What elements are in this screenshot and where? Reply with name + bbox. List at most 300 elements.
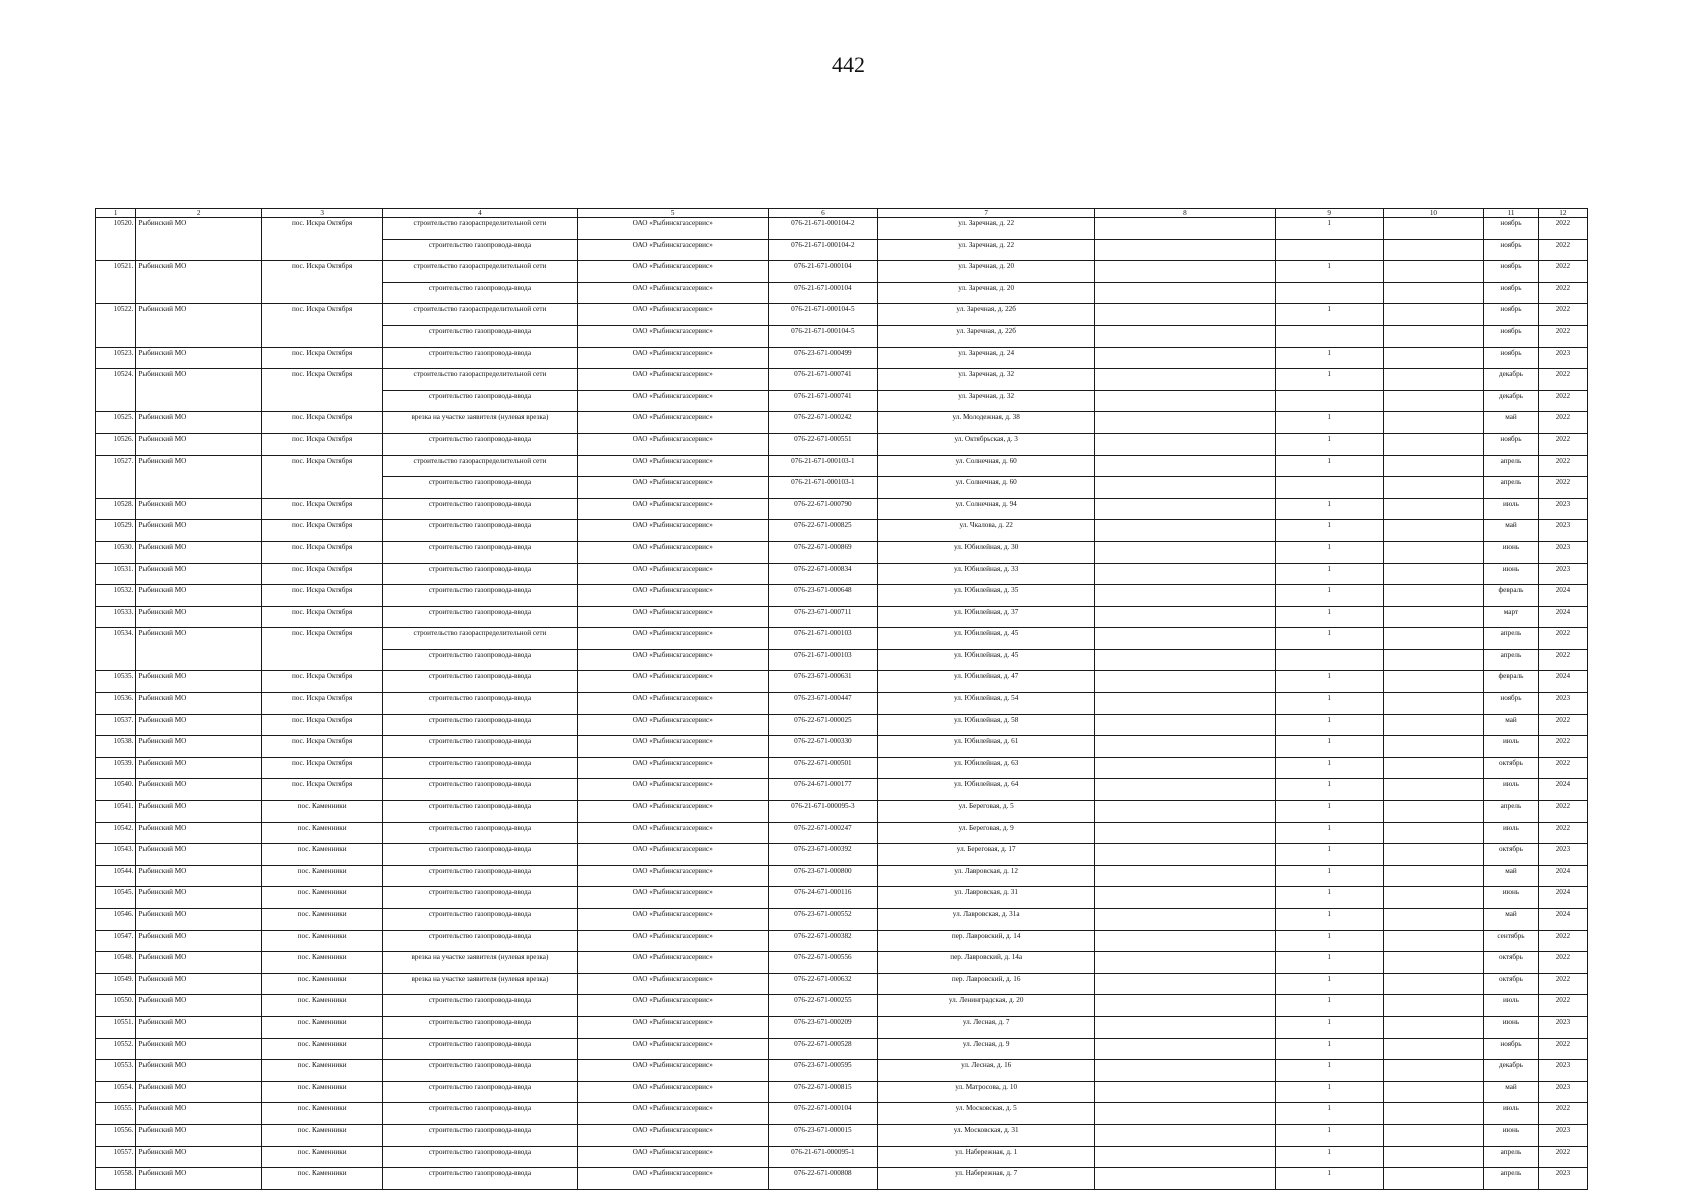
settlement-cell: пос. Каменники [262, 822, 383, 844]
settlement-cell: пос. Искра Октября [262, 304, 383, 347]
table-row [96, 671, 1588, 693]
address-cell: ул. Юбилейная, д. 64 [878, 779, 1095, 801]
month-cell: ноябрь [1484, 261, 1539, 283]
empty-cell [1095, 649, 1275, 671]
entry-number-cell: 10551. [96, 1016, 136, 1038]
count-cell: 1 [1275, 1081, 1383, 1103]
address-cell: ул. Заречная, д. 32 [878, 369, 1095, 391]
organization-cell: ОАО «Рыбинскгазсервис» [577, 736, 768, 758]
year-cell: 2022 [1538, 973, 1587, 995]
month-cell: ноябрь [1484, 693, 1539, 715]
count-cell [1275, 477, 1383, 499]
empty-cell [1383, 1081, 1483, 1103]
empty-cell [1383, 239, 1483, 261]
application-code-cell: 076-23-671-000631 [768, 671, 877, 693]
year-cell: 2022 [1538, 433, 1587, 455]
organization-cell: ОАО «Рыбинскгазсервис» [577, 649, 768, 671]
month-cell: июнь [1484, 1016, 1539, 1038]
entry-number-cell: 10533. [96, 606, 136, 628]
empty-cell [1383, 649, 1483, 671]
settlement-cell: пос. Искра Октября [262, 585, 383, 607]
organization-cell: ОАО «Рыбинскгазсервис» [577, 671, 768, 693]
empty-cell [1383, 1038, 1483, 1060]
empty-cell [1383, 347, 1483, 369]
table-row [96, 844, 1588, 866]
month-cell: июнь [1484, 541, 1539, 563]
organization-cell: ОАО «Рыбинскгазсервис» [577, 801, 768, 823]
address-cell: ул. Юбилейная, д. 33 [878, 563, 1095, 585]
empty-cell [1095, 844, 1275, 866]
address-cell: ул. Октябрьская, д. 3 [878, 433, 1095, 455]
count-cell: 1 [1275, 1124, 1383, 1146]
table-row [96, 1168, 1588, 1190]
count-cell: 1 [1275, 952, 1383, 974]
district-cell: Рыбинский МО [136, 1081, 262, 1103]
empty-cell [1383, 671, 1483, 693]
count-cell: 1 [1275, 973, 1383, 995]
count-cell: 1 [1275, 563, 1383, 585]
month-cell: октябрь [1484, 952, 1539, 974]
entry-number-cell: 10523. [96, 347, 136, 369]
district-cell: Рыбинский МО [136, 801, 262, 823]
empty-cell [1095, 909, 1275, 931]
empty-cell [1095, 585, 1275, 607]
empty-cell [1383, 1146, 1483, 1168]
application-code-cell: 076-22-671-000247 [768, 822, 877, 844]
table-row [96, 563, 1588, 585]
year-cell: 2024 [1538, 585, 1587, 607]
empty-cell [1383, 606, 1483, 628]
empty-cell [1095, 693, 1275, 715]
month-cell: июль [1484, 995, 1539, 1017]
year-cell: 2022 [1538, 1103, 1587, 1125]
empty-cell [1383, 455, 1483, 477]
year-cell: 2024 [1538, 887, 1587, 909]
settlement-cell: пос. Каменники [262, 930, 383, 952]
district-cell: Рыбинский МО [136, 1038, 262, 1060]
district-cell: Рыбинский МО [136, 693, 262, 715]
address-cell: ул. Юбилейная, д. 35 [878, 585, 1095, 607]
empty-cell [1095, 822, 1275, 844]
empty-cell [1383, 757, 1483, 779]
organization-cell: ОАО «Рыбинскгазсервис» [577, 779, 768, 801]
month-cell: июнь [1484, 1124, 1539, 1146]
application-code-cell: 076-22-671-000242 [768, 412, 877, 434]
work-type-cell: строительство газопровода-ввода [383, 714, 577, 736]
table-row [96, 1103, 1588, 1125]
settlement-cell: пос. Искра Октября [262, 606, 383, 628]
address-cell: ул. Заречная, д. 32 [878, 390, 1095, 412]
address-cell: пер. Лавровский, д. 14 [878, 930, 1095, 952]
address-cell: ул. Заречная, д. 20 [878, 282, 1095, 304]
work-type-cell: строительство газопровода-ввода [383, 1103, 577, 1125]
month-cell: июнь [1484, 887, 1539, 909]
district-cell: Рыбинский МО [136, 822, 262, 844]
work-type-cell: строительство газопровода-ввода [383, 347, 577, 369]
table-row [96, 412, 1588, 434]
table-row [96, 218, 1588, 240]
organization-cell: ОАО «Рыбинскгазсервис» [577, 433, 768, 455]
work-type-cell: строительство газораспределительной сети [383, 218, 577, 240]
entry-number-cell: 10520. [96, 218, 136, 261]
empty-cell [1383, 801, 1483, 823]
entry-number-cell: 10531. [96, 563, 136, 585]
empty-cell [1383, 218, 1483, 240]
address-cell: ул. Заречная, д. 22 [878, 239, 1095, 261]
entry-number-cell: 10554. [96, 1081, 136, 1103]
application-code-cell: 076-22-671-000255 [768, 995, 877, 1017]
work-type-cell: строительство газопровода-ввода [383, 1038, 577, 1060]
settlement-cell: пос. Каменники [262, 801, 383, 823]
empty-cell [1095, 714, 1275, 736]
address-cell: ул. Московская, д. 31 [878, 1124, 1095, 1146]
table-row [96, 455, 1588, 477]
settlement-cell: пос. Искра Октября [262, 498, 383, 520]
empty-cell [1095, 801, 1275, 823]
district-cell: Рыбинский МО [136, 779, 262, 801]
empty-cell [1383, 628, 1483, 650]
address-cell: ул. Юбилейная, д. 54 [878, 693, 1095, 715]
year-cell: 2024 [1538, 779, 1587, 801]
district-cell: Рыбинский МО [136, 520, 262, 542]
empty-cell [1383, 412, 1483, 434]
entry-number-cell: 10526. [96, 433, 136, 455]
organization-cell: ОАО «Рыбинскгазсервис» [577, 455, 768, 477]
empty-cell [1383, 541, 1483, 563]
table-row [96, 973, 1588, 995]
district-cell: Рыбинский МО [136, 347, 262, 369]
month-cell: декабрь [1484, 369, 1539, 391]
application-code-cell: 076-21-671-000095-3 [768, 801, 877, 823]
month-cell: ноябрь [1484, 1038, 1539, 1060]
district-cell: Рыбинский МО [136, 369, 262, 412]
address-cell: пер. Лавровский, д. 14а [878, 952, 1095, 974]
count-cell: 1 [1275, 498, 1383, 520]
address-cell: ул. Лесная, д. 7 [878, 1016, 1095, 1038]
month-cell: июль [1484, 822, 1539, 844]
address-cell: ул. Солнечная, д. 60 [878, 477, 1095, 499]
count-cell: 1 [1275, 1168, 1383, 1190]
work-type-cell: строительство газопровода-ввода [383, 865, 577, 887]
application-code-cell: 076-22-671-000104 [768, 1103, 877, 1125]
district-cell: Рыбинский МО [136, 1060, 262, 1082]
settlement-cell: пос. Каменники [262, 844, 383, 866]
organization-cell: ОАО «Рыбинскгазсервис» [577, 239, 768, 261]
empty-cell [1383, 887, 1483, 909]
organization-cell: ОАО «Рыбинскгазсервис» [577, 930, 768, 952]
month-cell: май [1484, 865, 1539, 887]
work-type-cell: строительство газопровода-ввода [383, 757, 577, 779]
empty-cell [1383, 390, 1483, 412]
address-cell: ул. Набережная, д. 1 [878, 1146, 1095, 1168]
year-cell: 2022 [1538, 1038, 1587, 1060]
address-cell: ул. Заречная, д. 20 [878, 261, 1095, 283]
district-cell: Рыбинский МО [136, 952, 262, 974]
district-cell: Рыбинский МО [136, 412, 262, 434]
organization-cell: ОАО «Рыбинскгазсервис» [577, 563, 768, 585]
empty-cell [1383, 304, 1483, 326]
count-cell: 1 [1275, 1103, 1383, 1125]
application-code-cell: 076-22-671-000330 [768, 736, 877, 758]
organization-cell: ОАО «Рыбинскгазсервис» [577, 1081, 768, 1103]
year-cell: 2022 [1538, 628, 1587, 650]
entry-number-cell: 10548. [96, 952, 136, 974]
count-cell: 1 [1275, 995, 1383, 1017]
settlement-cell: пос. Каменники [262, 1168, 383, 1190]
district-cell: Рыбинский МО [136, 757, 262, 779]
district-cell: Рыбинский МО [136, 1016, 262, 1038]
count-cell: 1 [1275, 757, 1383, 779]
application-code-cell: 076-24-671-000116 [768, 887, 877, 909]
table-row [96, 714, 1588, 736]
month-cell: ноябрь [1484, 218, 1539, 240]
column-header: 1 [96, 209, 136, 218]
address-cell: ул. Юбилейная, д. 58 [878, 714, 1095, 736]
empty-cell [1095, 1038, 1275, 1060]
column-header: 8 [1095, 209, 1275, 218]
table-row [96, 757, 1588, 779]
organization-cell: ОАО «Рыбинскгазсервис» [577, 1103, 768, 1125]
settlement-cell: пос. Каменники [262, 1060, 383, 1082]
empty-cell [1095, 412, 1275, 434]
application-code-cell: 076-23-671-000595 [768, 1060, 877, 1082]
district-cell: Рыбинский МО [136, 585, 262, 607]
organization-cell: ОАО «Рыбинскгазсервис» [577, 714, 768, 736]
empty-cell [1095, 930, 1275, 952]
year-cell: 2024 [1538, 671, 1587, 693]
work-type-cell: строительство газопровода-ввода [383, 282, 577, 304]
table-row [96, 1146, 1588, 1168]
entry-number-cell: 10537. [96, 714, 136, 736]
address-cell: пер. Лавровский, д. 16 [878, 973, 1095, 995]
district-cell: Рыбинский МО [136, 628, 262, 671]
count-cell: 1 [1275, 433, 1383, 455]
year-cell: 2022 [1538, 477, 1587, 499]
empty-cell [1383, 369, 1483, 391]
work-type-cell: строительство газораспределительной сети [383, 628, 577, 650]
empty-cell [1095, 1103, 1275, 1125]
address-cell: ул. Юбилейная, д. 45 [878, 628, 1095, 650]
organization-cell: ОАО «Рыбинскгазсервис» [577, 520, 768, 542]
application-code-cell: 076-23-671-000499 [768, 347, 877, 369]
work-type-cell: строительство газопровода-ввода [383, 541, 577, 563]
settlement-cell: пос. Искра Октября [262, 736, 383, 758]
empty-cell [1383, 736, 1483, 758]
year-cell: 2023 [1538, 1124, 1587, 1146]
application-code-cell: 076-21-671-000104 [768, 282, 877, 304]
entry-number-cell: 10553. [96, 1060, 136, 1082]
count-cell: 1 [1275, 909, 1383, 931]
organization-cell: ОАО «Рыбинскгазсервис» [577, 865, 768, 887]
year-cell: 2022 [1538, 995, 1587, 1017]
settlement-cell: пос. Искра Октября [262, 541, 383, 563]
organization-cell: ОАО «Рыбинскгазсервис» [577, 585, 768, 607]
settlement-cell: пос. Искра Октября [262, 455, 383, 498]
organization-cell: ОАО «Рыбинскгазсервис» [577, 498, 768, 520]
empty-cell [1095, 390, 1275, 412]
empty-cell [1095, 606, 1275, 628]
organization-cell: ОАО «Рыбинскгазсервис» [577, 369, 768, 391]
work-type-cell: строительство газопровода-ввода [383, 822, 577, 844]
year-cell: 2022 [1538, 304, 1587, 326]
empty-cell [1383, 520, 1483, 542]
empty-cell [1383, 930, 1483, 952]
month-cell: март [1484, 606, 1539, 628]
column-header: 2 [136, 209, 262, 218]
empty-cell [1383, 433, 1483, 455]
work-type-cell: строительство газопровода-ввода [383, 390, 577, 412]
work-type-cell: врезка на участке заявителя (нулевая врезка) [383, 952, 577, 974]
organization-cell: ОАО «Рыбинскгазсервис» [577, 390, 768, 412]
entry-number-cell: 10556. [96, 1124, 136, 1146]
work-type-cell: строительство газопровода-ввода [383, 736, 577, 758]
empty-cell [1095, 865, 1275, 887]
year-cell: 2023 [1538, 1081, 1587, 1103]
district-cell: Рыбинский МО [136, 909, 262, 931]
table-row [96, 693, 1588, 715]
year-cell: 2023 [1538, 1060, 1587, 1082]
entry-number-cell: 10555. [96, 1103, 136, 1125]
month-cell: сентябрь [1484, 930, 1539, 952]
application-code-cell: 076-23-671-000552 [768, 909, 877, 931]
month-cell: апрель [1484, 1146, 1539, 1168]
settlement-cell: пос. Искра Октября [262, 693, 383, 715]
entry-number-cell: 10521. [96, 261, 136, 304]
count-cell: 1 [1275, 585, 1383, 607]
empty-cell [1383, 779, 1483, 801]
address-cell: ул. Чкалова, д. 22 [878, 520, 1095, 542]
month-cell: июль [1484, 498, 1539, 520]
work-type-cell: строительство газопровода-ввода [383, 563, 577, 585]
entry-number-cell: 10550. [96, 995, 136, 1017]
empty-cell [1383, 1124, 1483, 1146]
year-cell: 2022 [1538, 649, 1587, 671]
settlement-cell: пос. Искра Октября [262, 347, 383, 369]
year-cell: 2022 [1538, 1146, 1587, 1168]
empty-cell [1383, 585, 1483, 607]
empty-cell [1095, 304, 1275, 326]
application-code-cell: 076-23-671-000648 [768, 585, 877, 607]
application-code-cell: 076-21-671-000104 [768, 261, 877, 283]
table-row [96, 1124, 1588, 1146]
empty-cell [1383, 261, 1483, 283]
empty-cell [1095, 541, 1275, 563]
count-cell: 1 [1275, 1038, 1383, 1060]
empty-cell [1095, 347, 1275, 369]
settlement-cell: пос. Каменники [262, 952, 383, 974]
district-cell: Рыбинский МО [136, 887, 262, 909]
application-code-cell: 076-22-671-000556 [768, 952, 877, 974]
district-cell: Рыбинский МО [136, 455, 262, 498]
month-cell: июль [1484, 779, 1539, 801]
work-type-cell: врезка на участке заявителя (нулевая врезка) [383, 412, 577, 434]
address-cell: ул. Ленинградская, д. 20 [878, 995, 1095, 1017]
empty-cell [1095, 239, 1275, 261]
entry-number-cell: 10546. [96, 909, 136, 931]
month-cell: февраль [1484, 671, 1539, 693]
district-cell: Рыбинский МО [136, 930, 262, 952]
column-header: 12 [1538, 209, 1587, 218]
organization-cell: ОАО «Рыбинскгазсервис» [577, 347, 768, 369]
year-cell: 2022 [1538, 412, 1587, 434]
empty-cell [1383, 477, 1483, 499]
column-header: 6 [768, 209, 877, 218]
organization-cell: ОАО «Рыбинскгазсервис» [577, 1168, 768, 1190]
column-header: 3 [262, 209, 383, 218]
organization-cell: ОАО «Рыбинскгазсервис» [577, 1038, 768, 1060]
entry-number-cell: 10538. [96, 736, 136, 758]
application-code-cell: 076-21-671-000103-1 [768, 477, 877, 499]
count-cell: 1 [1275, 671, 1383, 693]
work-type-cell: строительство газораспределительной сети [383, 261, 577, 283]
count-cell: 1 [1275, 369, 1383, 391]
district-cell: Рыбинский МО [136, 541, 262, 563]
entry-number-cell: 10532. [96, 585, 136, 607]
address-cell: ул. Заречная, д. 22б [878, 325, 1095, 347]
empty-cell [1383, 865, 1483, 887]
settlement-cell: пос. Искра Октября [262, 563, 383, 585]
entry-number-cell: 10557. [96, 1146, 136, 1168]
year-cell: 2023 [1538, 541, 1587, 563]
year-cell: 2024 [1538, 865, 1587, 887]
organization-cell: ОАО «Рыбинскгазсервис» [577, 887, 768, 909]
organization-cell: ОАО «Рыбинскгазсервис» [577, 757, 768, 779]
column-header: 11 [1484, 209, 1539, 218]
work-type-cell: строительство газопровода-ввода [383, 1146, 577, 1168]
work-type-cell: строительство газораспределительной сети [383, 304, 577, 326]
address-cell: ул. Береговая, д. 9 [878, 822, 1095, 844]
entry-number-cell: 10529. [96, 520, 136, 542]
work-type-cell: строительство газопровода-ввода [383, 844, 577, 866]
entry-number-cell: 10543. [96, 844, 136, 866]
year-cell: 2022 [1538, 455, 1587, 477]
entry-number-cell: 10542. [96, 822, 136, 844]
empty-cell [1095, 736, 1275, 758]
month-cell: май [1484, 412, 1539, 434]
year-cell: 2022 [1538, 757, 1587, 779]
month-cell: ноябрь [1484, 304, 1539, 326]
count-cell: 1 [1275, 347, 1383, 369]
work-type-cell: строительство газопровода-ввода [383, 239, 577, 261]
month-cell: май [1484, 714, 1539, 736]
empty-cell [1383, 563, 1483, 585]
address-cell: ул. Московская, д. 5 [878, 1103, 1095, 1125]
application-code-cell: 076-21-671-000104-2 [768, 239, 877, 261]
application-code-cell: 076-22-671-000025 [768, 714, 877, 736]
empty-cell [1383, 693, 1483, 715]
application-code-cell: 076-22-671-000382 [768, 930, 877, 952]
empty-cell [1383, 1103, 1483, 1125]
count-cell [1275, 239, 1383, 261]
address-cell: ул. Юбилейная, д. 37 [878, 606, 1095, 628]
organization-cell: ОАО «Рыбинскгазсервис» [577, 693, 768, 715]
address-cell: ул. Юбилейная, д. 45 [878, 649, 1095, 671]
table-row [96, 952, 1588, 974]
year-cell: 2023 [1538, 1168, 1587, 1190]
work-type-cell: строительство газопровода-ввода [383, 801, 577, 823]
settlement-cell: пос. Искра Октября [262, 520, 383, 542]
organization-cell: ОАО «Рыбинскгазсервис» [577, 477, 768, 499]
work-type-cell: строительство газопровода-ввода [383, 433, 577, 455]
empty-cell [1095, 1124, 1275, 1146]
empty-cell [1095, 952, 1275, 974]
entry-number-cell: 10539. [96, 757, 136, 779]
work-type-cell: строительство газопровода-ввода [383, 325, 577, 347]
column-header: 10 [1383, 209, 1483, 218]
work-type-cell: строительство газопровода-ввода [383, 520, 577, 542]
work-type-cell: строительство газопровода-ввода [383, 498, 577, 520]
entry-number-cell: 10536. [96, 693, 136, 715]
